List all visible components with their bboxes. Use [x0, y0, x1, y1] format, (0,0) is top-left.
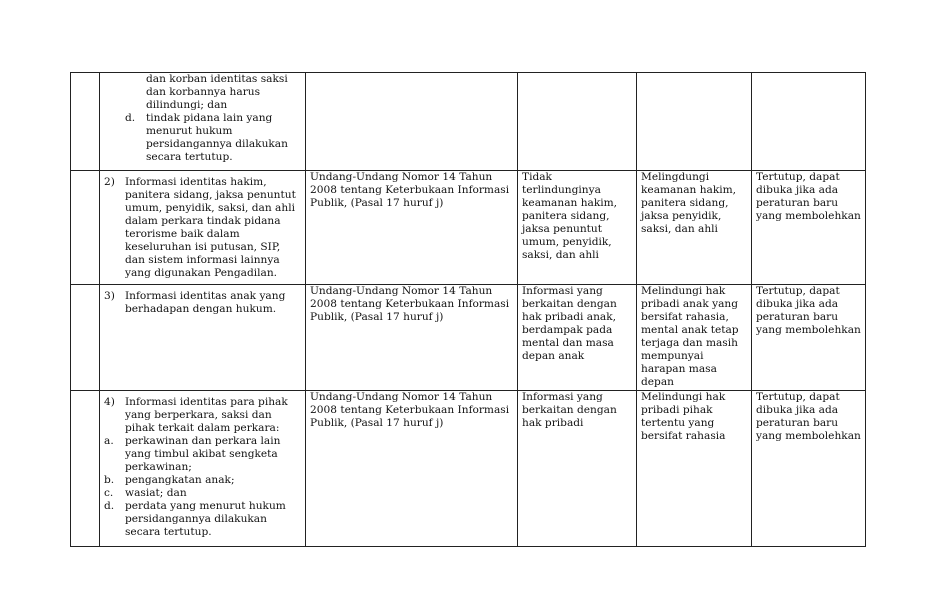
purpose-cell [637, 73, 752, 171]
table-row [71, 171, 866, 285]
row-number: 2) [104, 176, 115, 188]
sub-item-text: perkawinan dan perkara lain yang timbul akibat sengketa perkawinan; [125, 435, 281, 473]
sub-item-letter: c. [104, 487, 114, 499]
purpose-text: Melindungi hak pribadi pihak tertentu yang bersifat rahasia [641, 391, 726, 442]
sub-item-text: pengangkatan anak; [125, 474, 235, 486]
consequence-cell [518, 391, 637, 547]
table-row [71, 391, 866, 547]
purpose-text: Melindungi hak pribadi anak yang bersifat rahasia, mental anak tetap terjaga dan masih mempunyai harapan masa depan [641, 285, 739, 388]
info-cell [100, 73, 306, 171]
info-cell [100, 391, 306, 547]
info-cell [100, 171, 306, 285]
table-row [71, 285, 866, 391]
row-number: 4) [104, 396, 115, 408]
continued-line: dan korban identitas saksi [146, 73, 288, 85]
row-index-cell [71, 285, 100, 391]
sub-item-letter: a. [104, 435, 114, 447]
row-index-cell [71, 73, 100, 171]
purpose-cell [637, 171, 752, 285]
continued-line: dan korbannya harus [146, 86, 261, 98]
sub-item-text: tindak pidana lain yang menurut hukum persidangannya dilakukan secara tertutup. [146, 112, 288, 163]
info-text: Informasi identitas para pihak yang berperkara, saksi dan pihak terkait dalam perkara: [125, 396, 288, 434]
sub-item [104, 112, 301, 164]
info-text: Informasi identitas hakim, panitera sidang, jaksa penuntut umum, penyidik, saksi, dan ahli dalam perkara tindak pidana terorisme baik dalam keseluruhan isi putusan, SIP, dan sistem informasi lainnya yang digunakan Pengadilan. [125, 176, 296, 279]
status-text: Tertutup, dapat dibuka jika ada peraturan baru yang membolehkan [756, 391, 861, 442]
sub-item-letter: d. [104, 500, 115, 512]
purpose-cell [637, 285, 752, 391]
status-cell [752, 171, 866, 285]
consequence-text: Tidak terlindunginya keamanan hakim, panitera sidang, jaksa penuntut umum, penyidik, saksi, dan ahli [522, 171, 618, 261]
legal-basis-cell [306, 171, 518, 285]
purpose-text: Melingdungi keamanan hakim, panitera sidang, jaksa penyidik, saksi, dan ahli [641, 171, 737, 235]
consequence-cell [518, 73, 637, 171]
status-cell [752, 73, 866, 171]
status-cell [752, 391, 866, 547]
information-table [70, 72, 866, 547]
consequence-cell [518, 171, 637, 285]
consequence-cell [518, 285, 637, 391]
legal-basis-cell [306, 391, 518, 547]
info-text: Informasi identitas anak yang berhadapan dengan hukum. [125, 290, 286, 315]
sub-item-text: wasiat; dan [125, 487, 187, 499]
legal-basis-text: Undang-Undang Nomor 14 Tahun 2008 tentang Keterbukaan Informasi Publik, (Pasal 17 huruf j) [310, 285, 510, 323]
sub-item-letter: d. [125, 112, 136, 124]
row-number: 3) [104, 290, 115, 302]
status-cell [752, 285, 866, 391]
table-row [71, 73, 866, 171]
info-cell [100, 285, 306, 391]
status-text: Tertutup, dapat dibuka jika ada peraturan baru yang membolehkan [756, 285, 861, 336]
consequence-text: Informasi yang berkaitan dengan hak pribadi [522, 391, 617, 429]
row-index-cell [71, 391, 100, 547]
sub-item [104, 487, 301, 500]
legal-basis-cell [306, 73, 518, 171]
legal-basis-cell [306, 285, 518, 391]
sub-item-letter: b. [104, 474, 115, 486]
row-index-cell [71, 171, 100, 285]
legal-basis-text: Undang-Undang Nomor 14 Tahun 2008 tentang Keterbukaan Informasi Publik, (Pasal 17 huruf j) [310, 171, 510, 209]
purpose-cell [637, 391, 752, 547]
sub-item [104, 474, 301, 487]
sub-item-text: perdata yang menurut hukum persidangannya dilakukan secara tertutup. [125, 500, 286, 538]
continued-line: dilindungi; dan [146, 99, 228, 111]
sub-item [104, 500, 301, 539]
sub-item [104, 435, 301, 474]
status-text: Tertutup, dapat dibuka jika ada peraturan baru yang membolehkan [756, 171, 861, 222]
legal-basis-text: Undang-Undang Nomor 14 Tahun 2008 tentang Keterbukaan Informasi Publik, (Pasal 17 huruf j) [310, 391, 510, 429]
consequence-text: Informasi yang berkaitan dengan hak pribadi anak, berdampak pada mental dan masa depan anak [522, 285, 617, 362]
